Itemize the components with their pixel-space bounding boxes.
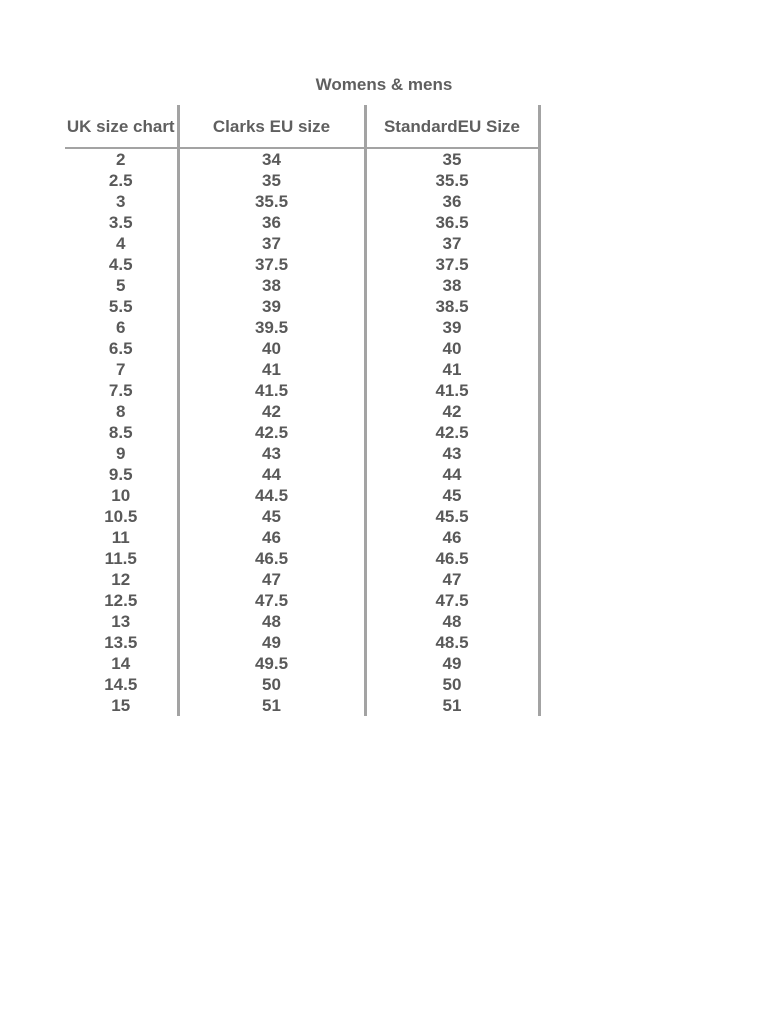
table-row — [65, 359, 539, 380]
uk-size-cell: 9.5 — [65, 464, 178, 485]
standard-eu-size-cell: 50 — [365, 674, 539, 695]
standard-eu-size-cell: 46.5 — [365, 548, 539, 569]
standard-eu-size-cell: 41 — [365, 359, 539, 380]
table-row — [65, 611, 539, 632]
clarks-eu-size-cell: 51 — [178, 695, 365, 716]
standard-eu-size-cell: 37.5 — [365, 254, 539, 275]
clarks-eu-size-cell: 34 — [178, 148, 365, 170]
uk-size-cell: 2.5 — [65, 170, 178, 191]
uk-size-cell: 8 — [65, 401, 178, 422]
uk-size-cell: 11.5 — [65, 548, 178, 569]
standard-eu-size-cell: 41.5 — [365, 380, 539, 401]
standard-eu-size-cell: 36.5 — [365, 212, 539, 233]
table-row — [65, 674, 539, 695]
clarks-eu-size-cell: 39.5 — [178, 317, 365, 338]
header-row — [65, 105, 539, 148]
standard-eu-size-cell: 39 — [365, 317, 539, 338]
clarks-eu-size-cell: 39 — [178, 296, 365, 317]
standard-eu-size-cell: 49 — [365, 653, 539, 674]
uk-size-cell: 12.5 — [65, 590, 178, 611]
table-row — [65, 695, 539, 716]
clarks-eu-size-cell: 47 — [178, 569, 365, 590]
standard-eu-size-cell: 42.5 — [365, 422, 539, 443]
uk-size-cell: 10 — [65, 485, 178, 506]
standard-eu-size-cell: 42 — [365, 401, 539, 422]
clarks-eu-size-cell: 38 — [178, 275, 365, 296]
table-row — [65, 443, 539, 464]
table-row — [65, 401, 539, 422]
standard-eu-size-cell: 47.5 — [365, 590, 539, 611]
clarks-eu-size-cell: 48 — [178, 611, 365, 632]
standard-eu-size-cell: 44 — [365, 464, 539, 485]
standard-eu-size-cell: 48 — [365, 611, 539, 632]
table-title: Womens & mens — [315, 75, 453, 94]
clarks-eu-size-cell: 44.5 — [178, 485, 365, 506]
table-row — [65, 338, 539, 359]
clarks-eu-size-cell: 44 — [178, 464, 365, 485]
header-clarks-eu-size: Clarks EU size — [178, 105, 365, 148]
clarks-eu-size-cell: 37.5 — [178, 254, 365, 275]
size-conversion-table — [65, 105, 541, 716]
clarks-eu-size-cell: 42 — [178, 401, 365, 422]
uk-size-cell: 9 — [65, 443, 178, 464]
standard-eu-size-cell: 45.5 — [365, 506, 539, 527]
uk-size-cell: 12 — [65, 569, 178, 590]
table-row — [65, 590, 539, 611]
clarks-eu-size-cell: 47.5 — [178, 590, 365, 611]
uk-size-cell: 7 — [65, 359, 178, 380]
clarks-eu-size-cell: 49 — [178, 632, 365, 653]
header-standard-eu-size: StandardEU Size — [365, 105, 539, 148]
uk-size-cell: 6 — [65, 317, 178, 338]
table-row — [65, 233, 539, 254]
uk-size-cell: 2 — [65, 148, 178, 170]
table-row — [65, 485, 539, 506]
standard-eu-size-cell: 48.5 — [365, 632, 539, 653]
table-row — [65, 212, 539, 233]
table-row — [65, 170, 539, 191]
standard-eu-size-cell: 37 — [365, 233, 539, 254]
uk-size-cell: 14 — [65, 653, 178, 674]
table-header — [65, 105, 539, 148]
uk-size-cell: 4.5 — [65, 254, 178, 275]
table-body — [65, 148, 539, 716]
header-uk-size: UK size chart — [65, 105, 178, 148]
table-row — [65, 254, 539, 275]
standard-eu-size-cell: 45 — [365, 485, 539, 506]
clarks-eu-size-cell: 45 — [178, 506, 365, 527]
clarks-eu-size-cell: 41.5 — [178, 380, 365, 401]
table-row — [65, 296, 539, 317]
uk-size-cell: 7.5 — [65, 380, 178, 401]
clarks-eu-size-cell: 40 — [178, 338, 365, 359]
clarks-eu-size-cell: 43 — [178, 443, 365, 464]
uk-size-cell: 5 — [65, 275, 178, 296]
clarks-eu-size-cell: 41 — [178, 359, 365, 380]
uk-size-cell: 6.5 — [65, 338, 178, 359]
uk-size-cell: 4 — [65, 233, 178, 254]
clarks-eu-size-cell: 46.5 — [178, 548, 365, 569]
clarks-eu-size-cell: 37 — [178, 233, 365, 254]
table-row — [65, 191, 539, 212]
uk-size-cell: 13.5 — [65, 632, 178, 653]
table-row — [65, 317, 539, 338]
clarks-eu-size-cell: 46 — [178, 527, 365, 548]
standard-eu-size-cell: 51 — [365, 695, 539, 716]
uk-size-cell: 5.5 — [65, 296, 178, 317]
table-row — [65, 380, 539, 401]
standard-eu-size-cell: 38.5 — [365, 296, 539, 317]
clarks-eu-size-cell: 42.5 — [178, 422, 365, 443]
table-row — [65, 275, 539, 296]
table-row — [65, 653, 539, 674]
uk-size-cell: 3 — [65, 191, 178, 212]
clarks-eu-size-cell: 35.5 — [178, 191, 365, 212]
table-row — [65, 632, 539, 653]
standard-eu-size-cell: 35 — [365, 148, 539, 170]
table-row — [65, 527, 539, 548]
standard-eu-size-cell: 47 — [365, 569, 539, 590]
standard-eu-size-cell: 46 — [365, 527, 539, 548]
table-row — [65, 548, 539, 569]
clarks-eu-size-cell: 50 — [178, 674, 365, 695]
uk-size-cell: 8.5 — [65, 422, 178, 443]
uk-size-cell: 11 — [65, 527, 178, 548]
standard-eu-size-cell: 35.5 — [365, 170, 539, 191]
table-row — [65, 569, 539, 590]
uk-size-cell: 3.5 — [65, 212, 178, 233]
uk-size-cell: 14.5 — [65, 674, 178, 695]
standard-eu-size-cell: 43 — [365, 443, 539, 464]
uk-size-cell: 10.5 — [65, 506, 178, 527]
table-row — [65, 506, 539, 527]
uk-size-cell: 15 — [65, 695, 178, 716]
table-row — [65, 148, 539, 170]
clarks-eu-size-cell: 35 — [178, 170, 365, 191]
standard-eu-size-cell: 40 — [365, 338, 539, 359]
clarks-eu-size-cell: 49.5 — [178, 653, 365, 674]
table-row — [65, 464, 539, 485]
uk-size-cell: 13 — [65, 611, 178, 632]
clarks-eu-size-cell: 36 — [178, 212, 365, 233]
standard-eu-size-cell: 38 — [365, 275, 539, 296]
table-row — [65, 422, 539, 443]
standard-eu-size-cell: 36 — [365, 191, 539, 212]
